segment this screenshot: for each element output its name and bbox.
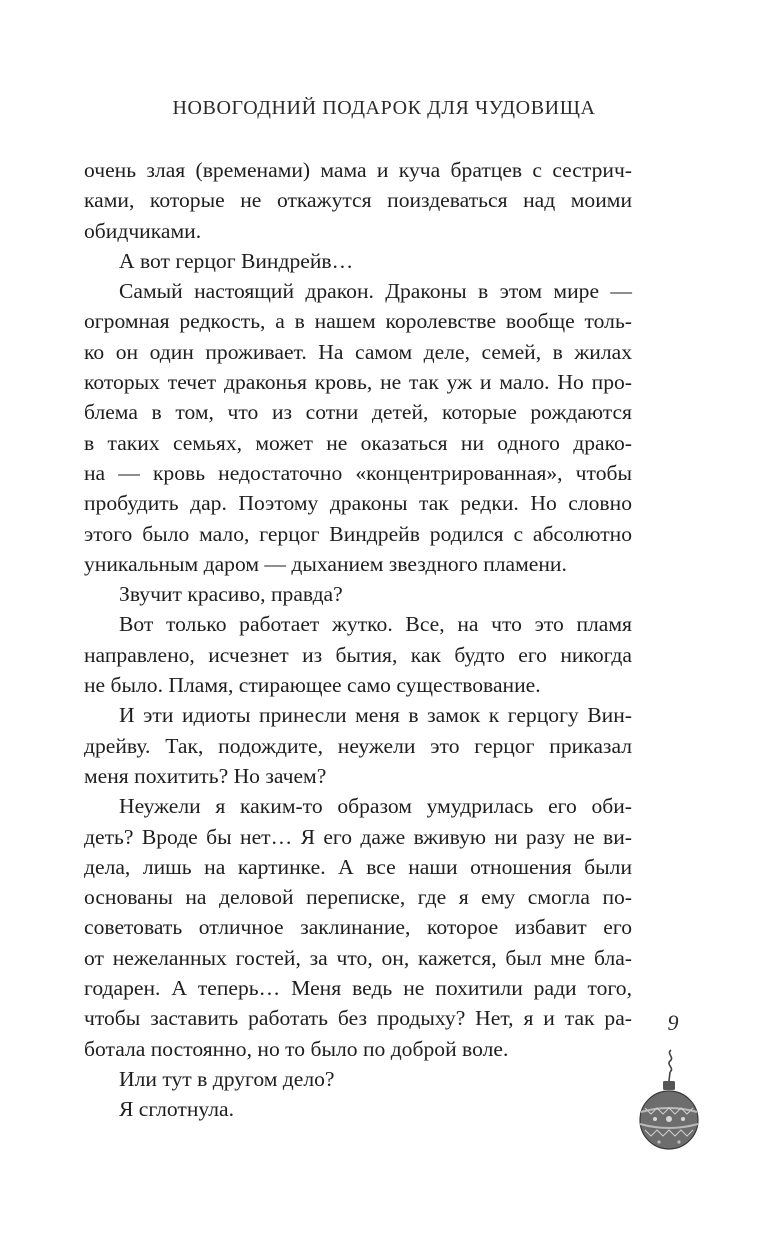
text-line: пробудить дар. Поэтому драконы так редки. Но словно <box>84 491 632 516</box>
text-line: от нежеланных гостей, за что, он, кажется, был мне бла- <box>84 945 632 970</box>
text-line: дела, лишь на картинке. А все наши отношения были <box>84 854 632 879</box>
text-line: направлено, исчезнет из бытия, как будто его никогда <box>84 642 632 667</box>
text-line: А вот герцог Виндрейв… <box>119 248 354 273</box>
text-line: ботала постоянно, но то было по доброй воле. <box>84 1036 509 1061</box>
text-line: дрейву. Так, подождите, неужели это герцог приказал <box>84 733 632 758</box>
text-line: чтобы заставить работать без продыху? Нет, я и так ра- <box>84 1006 632 1031</box>
text-line: на — кровь недостаточно «концентрированная», чтобы <box>84 460 632 485</box>
text-line: ко он один проживает. На самом деле, семей, в жилах <box>84 339 632 364</box>
text-line: уникальным даром — дыханием звездного пламени. <box>84 551 567 576</box>
text-line: годарен. А теперь… Меня ведь не похитили ради того, <box>84 976 632 1001</box>
text-line: Самый настоящий дракон. Драконы в этом мире — <box>119 279 632 304</box>
text-line: в таких семьях, может не оказаться ни одного драко- <box>84 430 632 455</box>
text-line: очень злая (временами) мама и куча братцев с сестрич- <box>84 158 632 182</box>
text-line: которых течет драконья кровь, не так уж и мало. Но про- <box>84 370 632 395</box>
text-line: Звучит красиво, правда? <box>119 582 343 607</box>
christmas-bauble-icon <box>637 1048 701 1158</box>
body-text <box>84 155 632 1125</box>
text-line: Я сглотнула. <box>119 1097 235 1122</box>
text-line: обидчиками. <box>84 218 202 243</box>
text-line: И эти идиоты принесли меня в замок к герцогу Вин- <box>119 703 632 728</box>
text-line: Или тут в другом дело? <box>119 1066 335 1091</box>
running-head-title: НОВОГОДНИЙ ПОДАРОК ДЛЯ ЧУДОВИЩА <box>172 97 596 119</box>
text-line: не было. Пламя, стирающее само существование. <box>84 673 541 698</box>
text-line: Неужели я каким-то образом умудрилась его оби- <box>119 794 632 819</box>
text-line: меня похитить? Но зачем? <box>84 763 327 788</box>
text-line: деть? Вроде бы нет… Я его даже вживую ни разу не ви- <box>84 824 632 849</box>
text-line: советовать отличное заклинание, которое избавит его <box>84 915 632 940</box>
text-line: огромная редкость, а в нашем королевстве вообще толь- <box>84 309 632 334</box>
text-line: Вот только работает жутко. Все, на что это пламя <box>119 612 632 637</box>
text-line: этого было мало, герцог Виндрейв родился с абсолютно <box>84 521 632 546</box>
text-line: основаны на деловой переписке, где я ему смогла по- <box>84 885 632 910</box>
text-line: блема в том, что из сотни детей, которые рождаются <box>84 400 632 425</box>
text-line: ками, которые не откажутся поиздеваться над моими <box>84 188 632 213</box>
page-number: 9 <box>667 1010 679 1035</box>
